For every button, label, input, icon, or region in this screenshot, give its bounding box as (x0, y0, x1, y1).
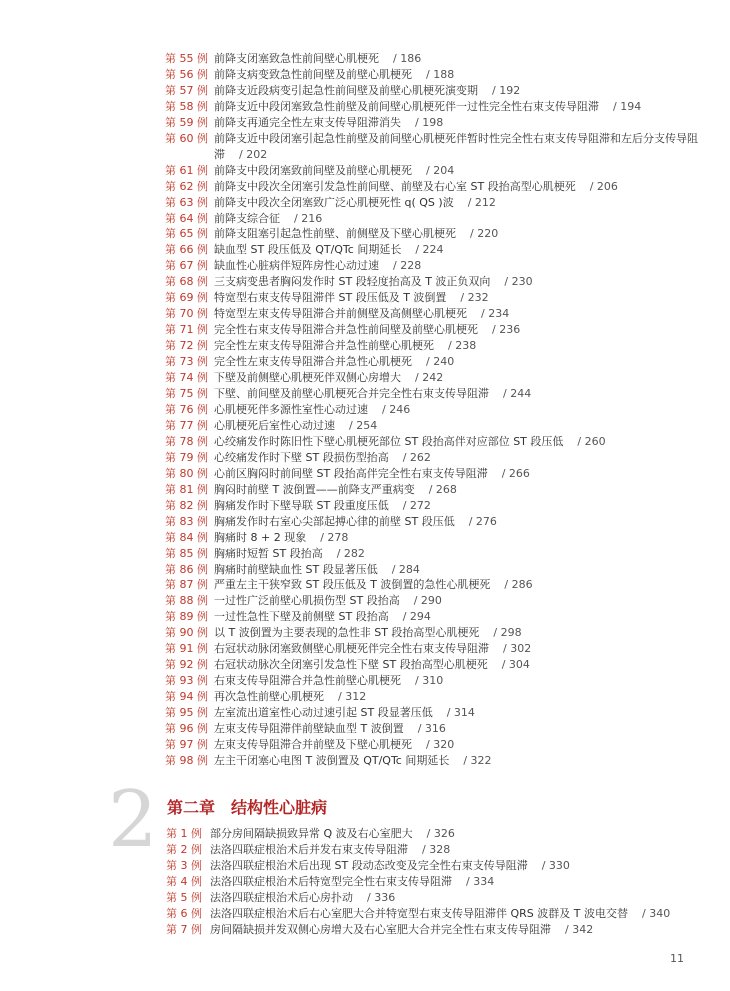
case-number: 第 82 例 (165, 498, 208, 512)
case-title: 心前区胸闷时前间壁 ST 段抬高伴完全性右束支传导阻滞 (214, 466, 488, 480)
case-title: 完全性左束支传导阻滞合并急性前壁心肌梗死 (214, 339, 434, 353)
case-page: / 316 (417, 722, 446, 736)
case-title-line (214, 689, 705, 705)
case-page: / 298 (493, 626, 522, 640)
case-title: 前降支近段病变引起急性前间壁及前壁心肌梗死演变期 (214, 83, 478, 97)
toc-entry[interactable] (166, 826, 706, 842)
toc-entry[interactable] (165, 434, 705, 450)
case-number: 第 96 例 (165, 722, 208, 736)
case-title: 左束支传导阻滞伴前壁缺血型 T 波倒置 (214, 722, 404, 736)
case-page: / 224 (415, 243, 444, 257)
case-page: / 322 (463, 753, 492, 767)
case-title: 部分房间隔缺损致异常 Q 波及右心室肥大 (210, 827, 413, 840)
toc-entry[interactable] (165, 609, 705, 625)
case-title-line (210, 890, 706, 906)
toc-entry[interactable] (165, 179, 705, 195)
case-number: 第 5 例 (166, 890, 202, 904)
case-page: / 202 (239, 147, 268, 161)
case-title: 严重左主干狭窄致 ST 段压低及 T 波倒置的急性心肌梗死 (214, 578, 491, 592)
case-number: 第 71 例 (165, 323, 208, 337)
case-page: / 282 (336, 546, 365, 560)
toc-entry[interactable] (165, 290, 705, 306)
case-page: / 254 (349, 418, 378, 432)
case-page: / 268 (428, 482, 457, 496)
case-page: / 228 (393, 259, 422, 273)
case-title: 胸痛时 8 + 2 现象 (214, 530, 307, 544)
case-number: 第 85 例 (165, 546, 208, 560)
case-number: 第 74 例 (165, 371, 208, 385)
case-title: 右冠状动脉闭塞致侧壁心肌梗死伴完全性右束支传导阻滞 (214, 642, 489, 656)
case-page: / 230 (504, 275, 533, 289)
case-title: 下壁、前间壁及前壁心肌梗死合并完全性右束支传导阻滞 (214, 387, 489, 401)
toc-entry[interactable] (165, 641, 705, 657)
toc-entry[interactable] (165, 530, 705, 546)
case-page: / 272 (402, 498, 431, 512)
case-title: 法洛四联症根治术后右心室肥大合并特宽型右束支传导阻滞伴 QRS 波群及 T 波电交替 (210, 906, 628, 920)
case-title: 法洛四联症根治术后特宽型完全性右束支传导阻滞 (210, 874, 452, 888)
case-page: / 336 (367, 890, 396, 904)
case-number: 第 69 例 (165, 291, 208, 305)
toc-entry[interactable] (165, 131, 705, 163)
case-number: 第 84 例 (165, 530, 208, 544)
toc-entry[interactable] (165, 753, 705, 769)
case-number: 第 97 例 (165, 737, 208, 751)
case-page: / 284 (391, 562, 420, 576)
case-title-line (214, 258, 705, 274)
toc-entry[interactable] (165, 498, 705, 514)
chapter-title: 第二章 结构性心脏病 (167, 798, 328, 817)
case-number: 第 7 例 (166, 922, 202, 936)
case-page: / 262 (402, 450, 431, 464)
case-number: 第 70 例 (165, 307, 208, 321)
case-title: 以 T 波倒置为主要表现的急性非 ST 段抬高型心肌梗死 (214, 626, 480, 640)
case-title-line (210, 874, 706, 890)
case-number: 第 76 例 (165, 402, 208, 416)
toc-entry[interactable] (165, 67, 705, 83)
case-page: / 212 (467, 195, 496, 209)
case-page: / 220 (470, 227, 499, 241)
case-title-line (214, 354, 705, 370)
case-title: 胸痛发作时下壁导联 ST 段重度压低 (214, 498, 389, 512)
case-number: 第 57 例 (165, 83, 208, 97)
case-page: / 304 (501, 658, 530, 672)
toc-entry[interactable] (165, 370, 705, 386)
case-title: 完全性右束支传导阻滞合并急性前间壁及前壁心肌梗死 (214, 323, 478, 337)
toc-entry[interactable] (165, 242, 705, 258)
toc-entry[interactable] (165, 338, 705, 354)
case-title: 胸闷时前壁 T 波倒置——前降支严重病变 (214, 482, 415, 496)
case-title-line (214, 705, 705, 721)
toc-entry[interactable] (165, 83, 705, 99)
case-title-line (214, 673, 705, 689)
case-title-line (214, 577, 705, 593)
case-page: / 320 (426, 737, 455, 751)
case-number: 第 92 例 (165, 658, 208, 672)
case-number: 第 68 例 (165, 275, 208, 289)
case-title-line (210, 906, 706, 922)
case-title: 缺血性心脏病伴短阵房性心动过速 (214, 259, 379, 273)
case-title: 特宽型右束支传导阻滞伴 ST 段压低及 T 波倒置 (214, 291, 447, 305)
case-page: / 330 (541, 858, 570, 872)
toc-entry[interactable] (165, 657, 705, 673)
toc-entry[interactable] (165, 386, 705, 402)
case-number: 第 64 例 (165, 211, 208, 225)
case-title: 胸痛时前壁缺血性 ST 段显著压低 (214, 562, 378, 576)
case-number: 第 63 例 (165, 195, 208, 209)
case-number: 第 55 例 (165, 52, 208, 65)
case-number: 第 4 例 (166, 874, 202, 888)
toc-entry[interactable] (165, 705, 705, 721)
case-number: 第 87 例 (165, 578, 208, 592)
case-title-line (214, 530, 705, 546)
case-page: / 232 (460, 291, 489, 305)
case-title-line (214, 737, 705, 753)
case-number: 第 58 例 (165, 99, 208, 113)
case-title-line (214, 753, 705, 769)
case-page: / 276 (468, 514, 497, 528)
case-page: / 286 (504, 578, 533, 592)
case-number: 第 89 例 (165, 610, 208, 624)
toc-entry[interactable] (165, 625, 705, 641)
case-number: 第 95 例 (165, 706, 208, 720)
chapter-number: 2 (108, 775, 158, 865)
case-page: / 188 (426, 67, 455, 81)
case-title: 胸痛时短暂 ST 段抬高 (214, 546, 323, 560)
case-title-line (214, 625, 705, 641)
case-number: 第 90 例 (165, 626, 208, 640)
case-page: / 238 (448, 339, 477, 353)
case-page: / 314 (446, 706, 475, 720)
toc-entry[interactable] (165, 163, 705, 179)
case-number: 第 62 例 (165, 179, 208, 193)
case-page: / 278 (320, 530, 349, 544)
toc-entry[interactable] (165, 322, 705, 338)
case-title-line (210, 826, 706, 842)
case-title-line (214, 370, 705, 386)
case-page: / 242 (415, 371, 444, 385)
case-title: 完全性左束支传导阻滞合并急性心肌梗死 (214, 355, 412, 369)
case-title-line (214, 386, 705, 402)
case-number: 第 79 例 (165, 450, 208, 464)
case-title-line (214, 115, 705, 131)
case-number: 第 3 例 (166, 858, 202, 872)
case-number: 第 88 例 (165, 594, 208, 608)
toc-entry[interactable] (166, 842, 706, 858)
toc-entry[interactable] (166, 874, 706, 890)
case-title: 前降支阻塞引起急性前壁、前侧壁及下壁心肌梗死 (214, 227, 456, 241)
case-title-line (214, 498, 705, 514)
case-number: 第 75 例 (165, 387, 208, 401)
toc-entry[interactable] (165, 577, 705, 593)
toc-entry[interactable] (165, 402, 705, 418)
case-number: 第 78 例 (165, 434, 208, 448)
case-number: 第 94 例 (165, 690, 208, 704)
case-title-line (214, 641, 705, 657)
case-number: 第 59 例 (165, 115, 208, 129)
case-title-line (214, 322, 705, 338)
case-page: / 312 (338, 690, 367, 704)
case-title-line (214, 450, 705, 466)
case-number: 第 77 例 (165, 418, 208, 432)
case-number: 第 65 例 (165, 227, 208, 241)
case-title-line (214, 418, 705, 434)
case-number: 第 61 例 (165, 163, 208, 177)
case-title-line (214, 721, 705, 737)
case-page: / 204 (426, 163, 455, 177)
case-title: 前降支中段次全闭塞致广泛心肌梗死性 q( QS )波 (214, 195, 454, 209)
toc-list-chapter-1 (165, 51, 705, 769)
case-number: 第 93 例 (165, 674, 208, 688)
case-title-line (214, 163, 705, 179)
case-title-line (214, 290, 705, 306)
case-number: 第 73 例 (165, 355, 208, 369)
case-title: 前降支中段次全闭塞引发急性前间壁、前壁及右心室 ST 段抬高型心肌梗死 (214, 179, 576, 193)
case-page: / 236 (492, 323, 521, 337)
case-title-line (214, 99, 705, 115)
case-number: 第 91 例 (165, 642, 208, 656)
case-number: 第 56 例 (165, 67, 208, 81)
toc-entry[interactable] (165, 482, 705, 498)
toc-entry[interactable] (165, 466, 705, 482)
case-title: 一过性急性下壁及前侧壁 ST 段抬高 (214, 610, 389, 624)
case-page: / 216 (294, 211, 323, 225)
case-title-line (214, 211, 705, 227)
case-number: 第 1 例 (166, 827, 202, 840)
case-title-line (214, 514, 705, 530)
toc-entry[interactable] (165, 115, 705, 131)
case-title-line (214, 67, 705, 83)
toc-entry[interactable] (165, 418, 705, 434)
case-page: / 240 (426, 355, 455, 369)
case-page: / 186 (393, 52, 422, 65)
case-title: 缺血型 ST 段压低及 QT/QTc 间期延长 (214, 243, 402, 257)
case-page: / 310 (415, 674, 444, 688)
case-title: 再次急性前壁心肌梗死 (214, 690, 324, 704)
case-title-line (214, 657, 705, 673)
case-page: / 192 (492, 83, 521, 97)
case-title: 下壁及前侧壁心肌梗死伴双侧心房增大 (214, 371, 401, 385)
case-title-line (214, 51, 705, 67)
toc-entry[interactable] (165, 737, 705, 753)
toc-entry[interactable] (166, 922, 706, 938)
case-title: 三支病变患者胸闷发作时 ST 段轻度抬高及 T 波正负双向 (214, 275, 491, 289)
toc-entry[interactable] (165, 562, 705, 578)
toc-entry[interactable] (165, 546, 705, 562)
case-page: / 340 (642, 906, 671, 920)
toc-entry[interactable] (165, 306, 705, 322)
case-title-line (214, 402, 705, 418)
case-title-line (214, 195, 705, 211)
case-page: / 194 (613, 99, 642, 113)
case-title: 前降支病变致急性前间壁及前壁心肌梗死 (214, 67, 412, 81)
case-number: 第 83 例 (165, 514, 208, 528)
toc-entry[interactable] (165, 258, 705, 274)
case-title-line (214, 609, 705, 625)
case-page: / 342 (565, 922, 594, 936)
case-title-line (214, 131, 705, 163)
case-number: 第 67 例 (165, 259, 208, 273)
toc-entry[interactable] (165, 195, 705, 211)
toc-entry[interactable] (165, 211, 705, 227)
case-page: / 198 (415, 115, 444, 129)
toc-entry[interactable] (166, 890, 706, 906)
toc-entry[interactable] (165, 274, 705, 290)
case-title: 心肌梗死伴多源性室性心动过速 (214, 402, 368, 416)
toc-entry[interactable] (166, 906, 706, 922)
case-title: 一过性广泛前壁心肌损伤型 ST 段抬高 (214, 594, 400, 608)
case-title-line (214, 593, 705, 609)
toc-entry[interactable] (165, 354, 705, 370)
case-page: / 206 (589, 179, 618, 193)
case-title: 右束支传导阻滞合并急性前壁心肌梗死 (214, 674, 401, 688)
case-title-line (214, 546, 705, 562)
case-page: / 328 (422, 842, 451, 856)
case-page: / 326 (426, 827, 455, 840)
case-number: 第 98 例 (165, 753, 208, 767)
case-title: 左室流出道室性心动过速引起 ST 段显著压低 (214, 706, 433, 720)
case-number: 第 6 例 (166, 906, 202, 920)
case-title-line (214, 226, 705, 242)
case-title: 前降支中段闭塞致前间壁及前壁心肌梗死 (214, 163, 412, 177)
case-title-line (214, 306, 705, 322)
case-number: 第 66 例 (165, 243, 208, 257)
toc-entry[interactable] (165, 673, 705, 689)
toc-entry[interactable] (165, 450, 705, 466)
case-page: / 266 (501, 466, 530, 480)
case-title: 心绞痛发作时陈旧性下壁心肌梗死部位 ST 段抬高伴对应部位 ST 段压低 (214, 434, 564, 448)
toc-entry[interactable] (165, 689, 705, 705)
case-title-line (214, 83, 705, 99)
case-title: 胸痛发作时右室心尖部起搏心律的前壁 ST 段压低 (214, 514, 455, 528)
page-number: 11 (670, 952, 684, 965)
case-title: 房间隔缺损并发双侧心房增大及右心室肥大合并完全性右束支传导阻滞 (210, 922, 551, 936)
case-title: 右冠状动脉次全闭塞引发急性下壁 ST 段抬高型心肌梗死 (214, 658, 488, 672)
case-title: 前降支近中段闭塞引起急性前壁及前间壁心肌梗死伴暂时性完全性右束支传导阻滞和左后分支传导阻滞 (214, 131, 698, 161)
case-number: 第 2 例 (166, 842, 202, 856)
case-page: / 294 (402, 610, 431, 624)
case-number: 第 86 例 (165, 562, 208, 576)
case-number: 第 81 例 (165, 482, 208, 496)
toc-entry[interactable] (165, 593, 705, 609)
case-title-line (210, 842, 706, 858)
case-title: 左束支传导阻滞合并前壁及下壁心肌梗死 (214, 737, 412, 751)
case-page: / 234 (481, 307, 510, 321)
case-title-line (214, 434, 705, 450)
case-title-line (214, 179, 705, 195)
case-page: / 290 (413, 594, 442, 608)
toc-entry[interactable] (165, 721, 705, 737)
case-title: 心绞痛发作时下壁 ST 段损伤型抬高 (214, 450, 389, 464)
case-page: / 302 (503, 642, 532, 656)
case-title: 心肌梗死后室性心动过速 (214, 418, 335, 432)
case-title: 左主干闭塞心电图 T 波倒置及 QT/QTc 间期延长 (214, 753, 450, 767)
case-page: / 246 (382, 402, 411, 416)
case-title: 前降支综合征 (214, 211, 280, 225)
case-number: 第 60 例 (165, 131, 208, 145)
case-title-line (214, 338, 705, 354)
toc-list-chapter-2 (166, 826, 706, 938)
case-page: / 260 (577, 434, 606, 448)
toc-entry[interactable] (166, 858, 706, 874)
case-title: 前降支闭塞致急性前间壁心肌梗死 (214, 52, 379, 65)
case-title: 法洛四联症根治术后心房扑动 (210, 890, 353, 904)
toc-entry[interactable] (165, 51, 705, 67)
case-title: 前降支近中段闭塞致急性前壁及前间壁心肌梗死伴一过性完全性右束支传导阻滞 (214, 99, 599, 113)
toc-entry[interactable] (165, 226, 705, 242)
case-title-line (210, 922, 706, 938)
case-title: 特宽型左束支传导阻滞合并前侧壁及高侧壁心肌梗死 (214, 307, 467, 321)
case-title: 法洛四联症根治术后出现 ST 段动态改变及完全性右束支传导阻滞 (210, 858, 528, 872)
case-title-line (214, 482, 705, 498)
case-title: 法洛四联症根治术后并发右束支传导阻滞 (210, 842, 408, 856)
toc-entry[interactable] (165, 99, 705, 115)
case-number: 第 72 例 (165, 339, 208, 353)
case-title-line (210, 858, 706, 874)
toc-entry[interactable] (165, 514, 705, 530)
case-title: 前降支再通完全性左束支传导阻滞消失 (214, 115, 401, 129)
case-title-line (214, 562, 705, 578)
case-number: 第 80 例 (165, 466, 208, 480)
case-page: / 334 (466, 874, 495, 888)
case-page: / 244 (503, 387, 532, 401)
case-title-line (214, 242, 705, 258)
case-title-line (214, 274, 705, 290)
case-title-line (214, 466, 705, 482)
